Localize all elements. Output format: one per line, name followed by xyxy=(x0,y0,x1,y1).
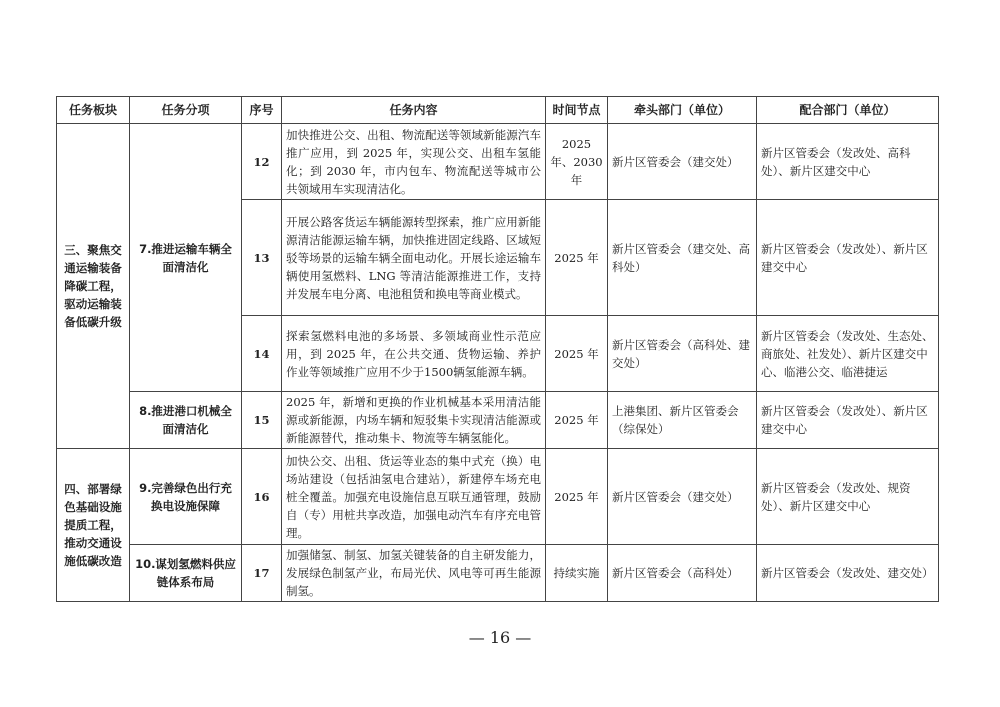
table-row xyxy=(57,392,939,449)
time-node: 持续实施 xyxy=(546,545,608,602)
cooperating-department: 新片区管委会（发改处、高科处）、新片区建交中心 xyxy=(757,124,939,200)
header-task-subitem: 任务分项 xyxy=(130,97,242,124)
task-subitem-cell: 8.推进港口机械全面清洁化 xyxy=(130,392,242,449)
header-task-content: 任务内容 xyxy=(282,97,546,124)
row-number: 17 xyxy=(242,545,282,602)
task-content: 加快推进公交、出租、物流配送等领域新能源汽车推广应用，到 2025 年，实现公交、出租车氢能化；到 2030 年，市内包车、物流配送等城市公共领域用车实现清洁化。 xyxy=(282,124,546,200)
header-cooperating-department: 配合部门（单位） xyxy=(757,97,939,124)
header-task-block: 任务板块 xyxy=(57,97,130,124)
task-content: 探索氢燃料电池的多场景、多领域商业性示范应用，到 2025 年，在公共交通、货物运输、养护作业等领域推广应用不少于1500辆氢能源车辆。 xyxy=(282,316,546,392)
time-node: 2025 年 xyxy=(546,316,608,392)
task-subitem-cell: 10.谋划氢燃料供应链体系布局 xyxy=(130,545,242,602)
time-node: 2025 年 xyxy=(546,449,608,545)
task-subitem-cell: 9.完善绿色出行充换电设施保障 xyxy=(130,449,242,545)
task-table xyxy=(56,96,939,602)
time-node: 2025 年 xyxy=(546,392,608,449)
task-content: 加快公交、出租、货运等业态的集中式充（换）电场站建设（包括油氢电合建站），新建停车场充电桩全覆盖。加强充电设施信息互联互通管理，鼓励自（专）用桩共享改造，加强电动汽车有序充电管理。 xyxy=(282,449,546,545)
table-row xyxy=(57,449,939,545)
task-block-cell: 三、聚焦交通运输装备降碳工程，驱动运输装备低碳升级 xyxy=(57,124,130,449)
cooperating-department: 新片区管委会（发改处、建交处） xyxy=(757,545,939,602)
lead-department: 新片区管委会（建交处） xyxy=(608,449,757,545)
task-content: 2025 年，新增和更换的作业机械基本采用清洁能源或新能源，内场车辆和短驳集卡实现清洁能源或新能源替代，推动集卡、物流等车辆氢能化。 xyxy=(282,392,546,449)
cooperating-department: 新片区管委会（发改处）、新片区建交中心 xyxy=(757,200,939,316)
task-subitem-cell: 7.推进运输车辆全面清洁化 xyxy=(130,124,242,392)
task-block-cell: 四、部署绿色基础设施提质工程，推动交通设施低碳改造 xyxy=(57,449,130,602)
row-number: 13 xyxy=(242,200,282,316)
lead-department: 新片区管委会（建交处） xyxy=(608,124,757,200)
time-node: 2025 年、2030 年 xyxy=(546,124,608,200)
lead-department: 新片区管委会（高科处） xyxy=(608,545,757,602)
cooperating-department: 新片区管委会（发改处、规资处）、新片区建交中心 xyxy=(757,449,939,545)
lead-department: 上港集团、新片区管委会（综保处） xyxy=(608,392,757,449)
table-row xyxy=(57,545,939,602)
header-lead-department: 牵头部门（单位） xyxy=(608,97,757,124)
time-node: 2025 年 xyxy=(546,200,608,316)
row-number: 14 xyxy=(242,316,282,392)
cooperating-department: 新片区管委会（发改处、生态处、商旅处、社发处）、新片区建交中心、临港公交、临港捷运 xyxy=(757,316,939,392)
header-time-node: 时间节点 xyxy=(546,97,608,124)
cooperating-department: 新片区管委会（发改处）、新片区建交中心 xyxy=(757,392,939,449)
table-row xyxy=(57,124,939,200)
task-content: 加强储氢、制氢、加氢关键装备的自主研发能力，发展绿色制氢产业，布局光伏、风电等可再生能源制氢。 xyxy=(282,545,546,602)
row-number: 15 xyxy=(242,392,282,449)
row-number: 16 xyxy=(242,449,282,545)
lead-department: 新片区管委会（建交处、高科处） xyxy=(608,200,757,316)
table-header-row xyxy=(57,97,939,124)
row-number: 12 xyxy=(242,124,282,200)
page-number: — 16 — xyxy=(468,628,532,647)
lead-department: 新片区管委会（高科处、建交处） xyxy=(608,316,757,392)
task-content: 开展公路客货运车辆能源转型探索，推广应用新能源清洁能源运输车辆，加快推进固定线路、区域短驳等场景的运输车辆全面电动化。开展长途运输车辆使用氢燃料、LNG 等清洁能源推进工作，支持并发展车电分离、电池租赁和换电等商业模式。 xyxy=(282,200,546,316)
header-number: 序号 xyxy=(242,97,282,124)
